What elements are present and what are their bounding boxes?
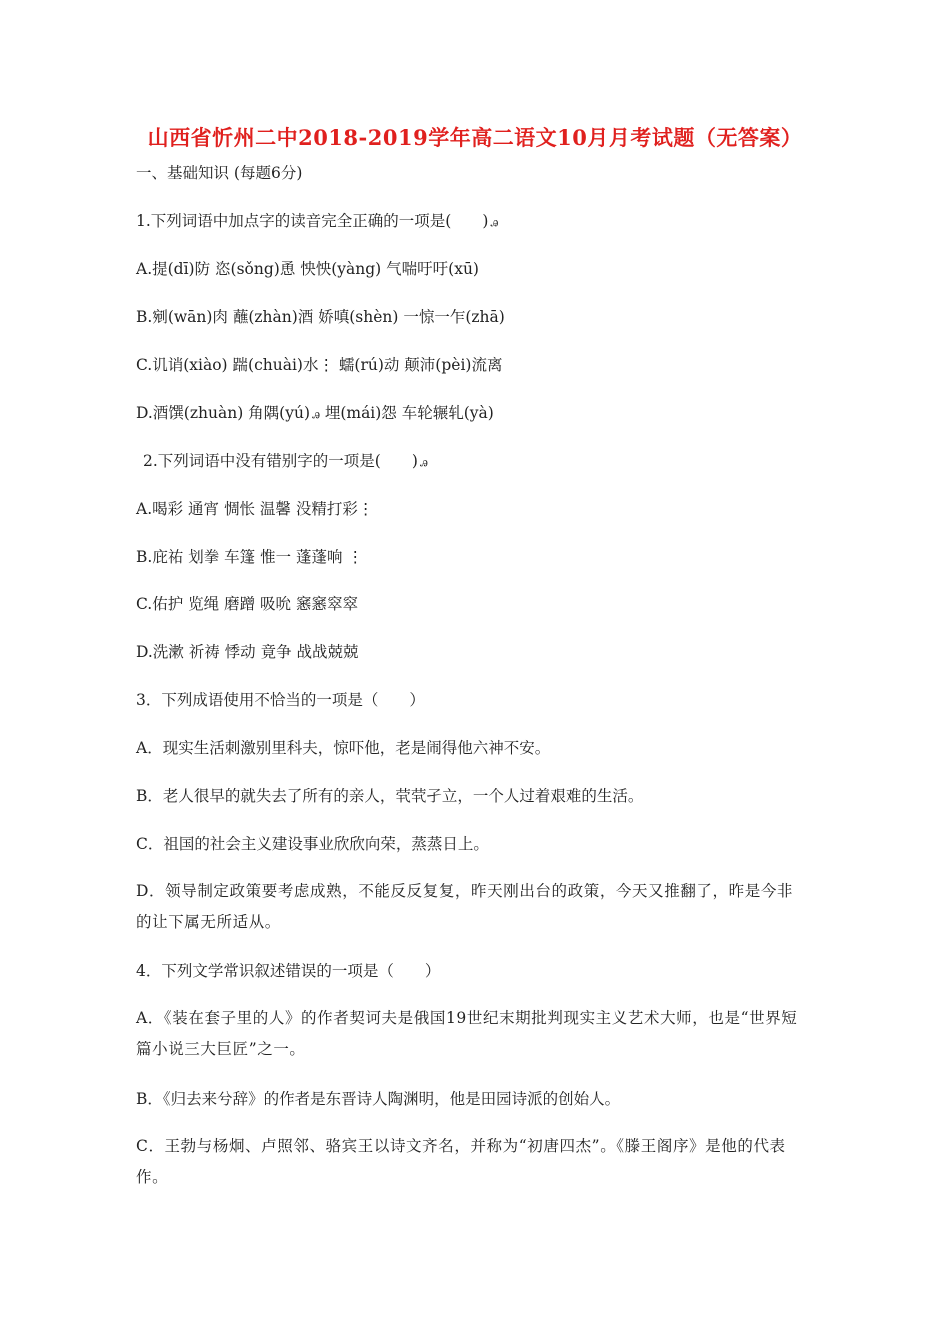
question-4-option-b: B．《归去来兮辞》的作者是东晋诗人陶渊明，他是田园诗派的创始人。: [136, 1090, 621, 1108]
question-1-option-b: B.剜(wān)肉 蘸(zhàn)酒 娇嗔(shèn) 一惊一乍(zhā): [136, 308, 505, 326]
question-3-option-b: B．老人很早的就失去了所有的亲人，茕茕孑立，一个人过着艰难的生活。: [136, 787, 644, 805]
question-4-stem: 4．下列文学常识叙述错误的一项是（ ）: [136, 962, 441, 980]
exam-title: 山西省忻州二中2018-2019学年高二语文10月月考试题（无答案）: [147, 125, 803, 150]
question-2-text: 2.下列词语中没有错别字的一项是( ): [143, 452, 418, 470]
question-1-option-d-text-2: 埋(mái)怨 车轮辗轧(yà): [319, 404, 494, 422]
question-1-option-c: C.讥诮(xiào) 踹(chuài)水⋮ 蠕(rú)动 颠沛(pèi)流离: [136, 356, 503, 374]
question-1-text: 1.下列词语中加点字的读音完全正确的一项是( ): [136, 212, 489, 230]
question-3-option-a: A．现实生活刺激别里科夫，惊吓他，老是闹得他六神不安。: [136, 739, 551, 757]
section-heading: 一、基础知识 (每题6分): [136, 164, 303, 182]
question-3-stem: 3．下列成语使用不恰当的一项是（ ）: [136, 691, 425, 709]
question-2-stem: [143, 451, 428, 473]
question-2-option-a: A.喝彩 通宵 惆怅 温馨 没精打彩⋮: [136, 500, 374, 518]
question-1-option-a: A.提(dī)防 恣(sǒng)恿 怏怏(yàng) 气喘吁吁(xū): [136, 260, 479, 278]
question-1-option-d: [136, 403, 494, 425]
question-4-option-a: A．《装在套子里的人》的作者契诃夫是俄国19世纪末期批判现实主义艺术大师，也是“世界短篇小说三大巨匠”之一。: [136, 1009, 798, 1058]
question-2-option-b: B.庇祐 划拳 车篷 惟一 蓬蓬响 ⋮: [136, 548, 363, 566]
question-2-option-c: C.佑护 览绳 磨蹭 吸吮 窸窸窣窣: [136, 595, 358, 613]
question-1-option-d-text-1: D.酒馔(zhuàn) 角隅(yú): [136, 404, 311, 422]
scribble-icon: ꭿ: [419, 455, 428, 470]
question-1-stem: [136, 211, 498, 233]
question-4-option-c: C．王勃与杨炯、卢照邻、骆宾王以诗文齐名，并称为“初唐四杰”。《滕王阁序》是他的代表作。: [136, 1137, 786, 1186]
question-2-option-d: D.洗漱 祈祷 悸动 竟争 战战兢兢: [136, 643, 359, 661]
scribble-icon: ꭿ: [490, 215, 499, 230]
scribble-icon: ꭿ: [312, 407, 320, 422]
question-3-option-c: C．祖国的社会主义建设事业欣欣向荣，蒸蒸日上。: [136, 835, 489, 853]
question-3-option-d: D．领导制定政策要考虑成熟，不能反反复复，昨天刚出台的政策，今天又推翻了，昨是今非的让下属无所适从。: [136, 882, 794, 931]
